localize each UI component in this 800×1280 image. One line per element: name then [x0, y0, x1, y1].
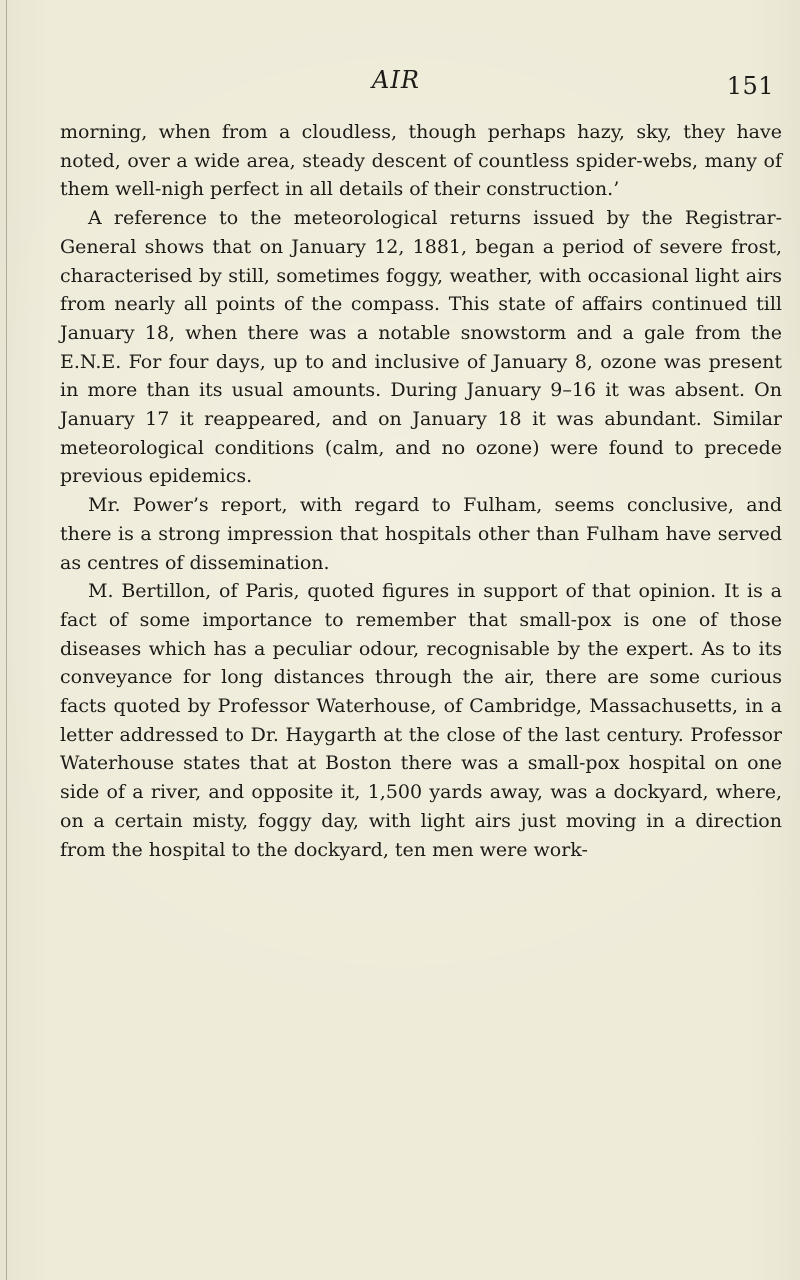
paragraph-meteorological-returns: A reference to the meteorological returns issued by the Registrar-General shows that on January 12, 1881, began a period of severe frost, characterised by still, sometimes foggy, weather, with occasional light airs from nearly all points of the compass. This state of affairs continued till January 18, when there was a notable snowstorm and a gale from the E.N.E. For four days, up to and inclusive of January 8, ozone was present in more than its usual amounts. During January 9–16 it was absent. On January 17 it reappeared, and on January 18 it was abundant. Similar meteorological conditions (calm, and no ozone) were found to precede previous epidemics.	[60, 207, 782, 488]
paragraph-power-report: Mr. Power’s report, with regard to Fulham, seems conclusive, and there is a strong impression that hospitals other than Fulham have served as centres of dissemination.	[60, 494, 782, 574]
page-number: 151	[726, 72, 774, 100]
page-edge	[6, 0, 7, 1280]
paragraph-bertillon: M. Bertillon, of Paris, quoted figures in support of that opinion. It is a fact of some importance to remember that small-pox is one of those diseases which has a peculiar odour, recognisable by the expert. As to its conveyance for long distances through the air, there are some curious facts quoted by Professor Waterhouse, of Cambridge, Massachusetts, in a letter addressed to Dr. Haygarth at the close of the last century. Professor Waterhouse states that at Boston there was a small-pox hospital on one side of a river, and opposite it, 1,500 yards away, was a dockyard, where, on a certain misty, foggy day, with light airs just moving in a direction from the hospital to the dockyard, ten men were work-	[60, 580, 782, 861]
body-text	[60, 118, 782, 864]
paragraph-continuation: morning, when from a cloudless, though perhaps hazy, sky, they have noted, over a wide area, steady descent of countless spider-webs, many of them well-nigh perfect in all details of their construction.’	[60, 121, 782, 201]
running-head: AIR	[372, 66, 420, 94]
page-header	[0, 66, 800, 106]
